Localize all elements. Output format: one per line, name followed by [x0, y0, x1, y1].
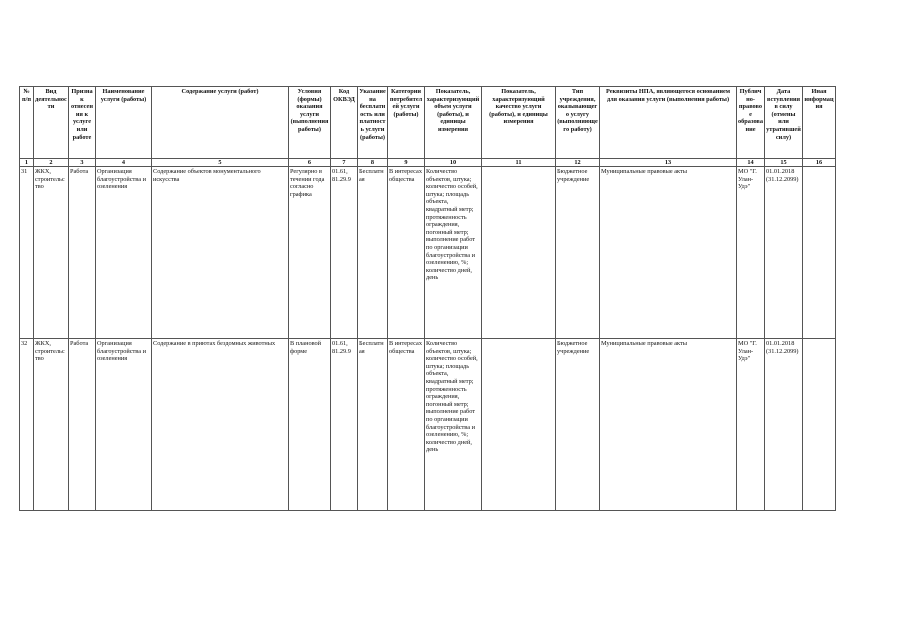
row-number: 32	[20, 339, 34, 511]
col-number: 7	[331, 159, 358, 167]
col-number: 4	[96, 159, 152, 167]
column-number-row	[20, 159, 836, 167]
service-conditions: Регулярно в течении года согласно графика	[289, 167, 331, 339]
quality-indicator	[482, 339, 556, 511]
col-header-10: Показатель, характеризующий объем услуги (работы), и единицы измерения	[425, 87, 482, 159]
col-header-5: Содержание услуги (работ)	[152, 87, 289, 159]
col-header-15: Дата вступления в силу (отмены или утратившей силу)	[765, 87, 803, 159]
col-header-16: Иная информация	[803, 87, 836, 159]
services-register-sheet	[19, 86, 835, 511]
quality-indicator	[482, 167, 556, 339]
effective-date: 01.01.2018 (31.12.2099)	[765, 167, 803, 339]
payment-type: Бесплатная	[358, 167, 388, 339]
col-number: 13	[600, 159, 737, 167]
table-row	[20, 167, 836, 339]
service-content: Содержание в приютах бездомных животных	[152, 339, 289, 511]
effective-date: 01.01.2018 (31.12.2099)	[765, 339, 803, 511]
col-header-14: Публично-правовое образование	[737, 87, 765, 159]
other-info	[803, 339, 836, 511]
col-number: 3	[69, 159, 96, 167]
okved-code: 01.61, 81.29.9	[331, 167, 358, 339]
col-header-3: Признак отнесения к услуге или работе	[69, 87, 96, 159]
col-number: 5	[152, 159, 289, 167]
col-number: 6	[289, 159, 331, 167]
col-number: 11	[482, 159, 556, 167]
col-header-1: № п/п	[20, 87, 34, 159]
col-number: 16	[803, 159, 836, 167]
consumer-category: В интересах общества	[388, 167, 425, 339]
institution-type: Бюджетное учреждение	[556, 339, 600, 511]
col-header-4: Наименование услуги (работы)	[96, 87, 152, 159]
col-header-2: Вид деятельности	[34, 87, 69, 159]
row-number: 31	[20, 167, 34, 339]
volume-indicator: Количество объектов, штука; количество особей, штука; площадь объекта, квадратный метр; протяженность ограждения, погонный метр; выполнение работ по организации благоустройства и озеленению, %; количество дней, день	[425, 339, 482, 511]
col-number: 2	[34, 159, 69, 167]
okved-code: 01.61, 81.29.9	[331, 339, 358, 511]
col-header-7: Код ОКВЭД	[331, 87, 358, 159]
col-number: 8	[358, 159, 388, 167]
service-name: Организация благоустройства и озеленения	[96, 339, 152, 511]
col-number: 14	[737, 159, 765, 167]
col-number: 1	[20, 159, 34, 167]
npa-details: Муниципальные правовые акты	[600, 167, 737, 339]
col-number: 12	[556, 159, 600, 167]
service-conditions: В плановой форме	[289, 339, 331, 511]
service-sign: Работа	[69, 339, 96, 511]
col-header-9: Категории потребителей услуги (работы)	[388, 87, 425, 159]
table-row	[20, 339, 836, 511]
npa-details: Муниципальные правовые акты	[600, 339, 737, 511]
activity-type: ЖКХ, строительство	[34, 339, 69, 511]
col-number: 10	[425, 159, 482, 167]
header-row	[20, 87, 836, 159]
col-header-12: Тип учреждения, оказывающего услугу (выполняющего работу)	[556, 87, 600, 159]
volume-indicator: Количество объектов, штука; количество особей, штука; площадь объекта, квадратный метр; протяженность ограждения, погонный метр; выполнение работ по организации благоустройства и озеленению, %; количество дней, день	[425, 167, 482, 339]
other-info	[803, 167, 836, 339]
institution-type: Бюджетное учреждение	[556, 167, 600, 339]
services-table	[19, 86, 836, 511]
col-number: 15	[765, 159, 803, 167]
col-header-6: Условия (формы) оказания услуги (выполнения работы)	[289, 87, 331, 159]
col-header-13: Реквизиты НПА, являющегося основанием для оказания услуги (выполнения работы)	[600, 87, 737, 159]
public-entity: МО "Г. Улан-Удэ"	[737, 167, 765, 339]
service-sign: Работа	[69, 167, 96, 339]
consumer-category: В интересах общества	[388, 339, 425, 511]
col-header-8: Указание на бесплатность или платность услуги (работы)	[358, 87, 388, 159]
service-name: Организация благоустройства и озеленения	[96, 167, 152, 339]
col-header-11: Показатель, характеризующий качество услуги (работы), и единицы измерения	[482, 87, 556, 159]
service-content: Содержание объектов монументального искусства	[152, 167, 289, 339]
payment-type: Бесплатная	[358, 339, 388, 511]
public-entity: МО "Г. Улан-Удэ"	[737, 339, 765, 511]
activity-type: ЖКХ, строительство	[34, 167, 69, 339]
col-number: 9	[388, 159, 425, 167]
